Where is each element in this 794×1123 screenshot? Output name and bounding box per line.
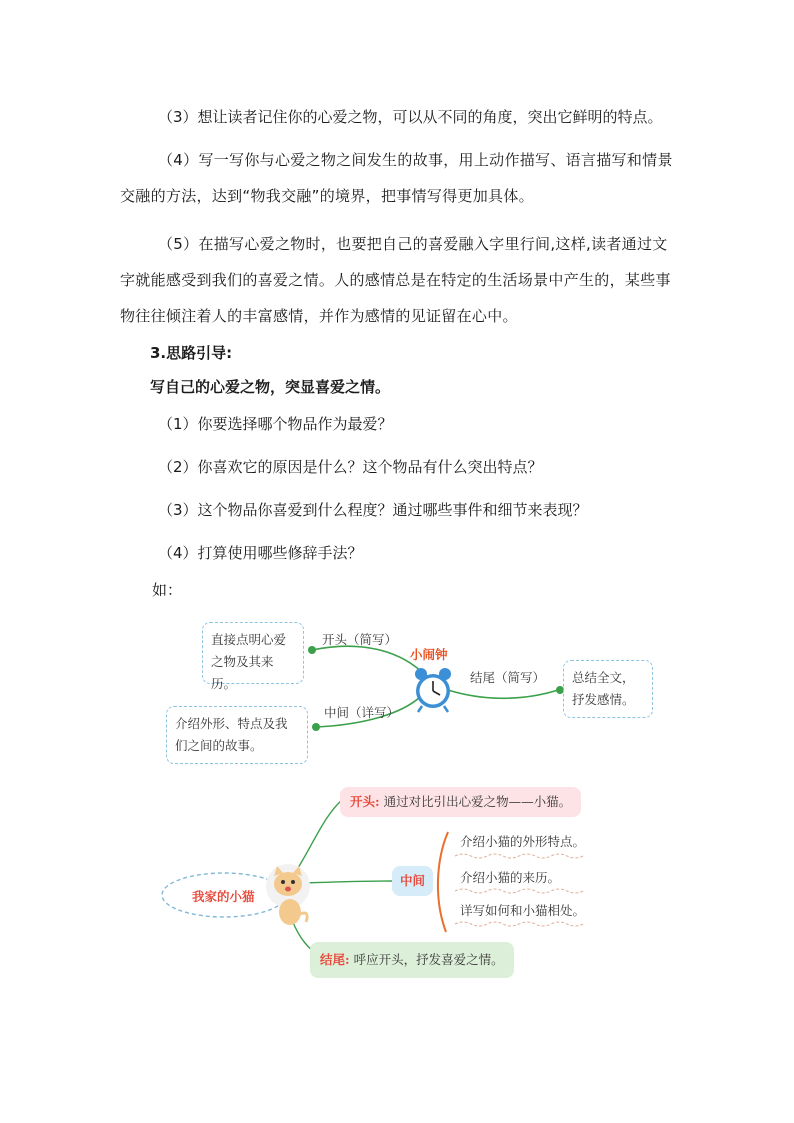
kitten-start-key: 开头: [350,794,380,809]
kitten-end-text: 呼应开头，抒发喜爱之情。 [353,952,504,967]
kitten-end-pill [310,942,514,978]
kitten-middle-key: 中间 [400,873,426,888]
kitten-middle-item-3: 详写如何和小猫相处。 [460,903,586,918]
kitten-start-text: 通过对比引出心爱之物——小猫。 [383,794,572,809]
kitten-middle-pill [392,866,433,896]
kitten-start-pill [340,787,581,817]
branch-start-label: 开头（简写） [322,632,398,647]
branch-middle-label: 中间（详写） [324,705,400,720]
box-end: 总结全文，抒发感情。 [563,660,653,718]
clock-title: 小闹钟 [410,647,448,662]
branch-end-label: 结尾（简写） [470,670,546,685]
question-3: （3）这个物品你喜爱到什么程度？通过哪些事件和细节来表现？ [158,501,588,519]
kitten-title: 我家的小猫 [192,889,255,904]
section-subheading: 写自己的心爱之物，突显喜爱之情。 [150,378,391,396]
question-2: （2）你喜欢它的原因是什么？这个物品有什么突出特点？ [158,458,543,476]
paragraph-3: （3）想让读者记住你的心爱之物，可以从不同的角度，突出它鲜明的特点。 [158,108,663,126]
section-heading: 3.思路引导: [150,344,233,362]
question-4: （4）打算使用哪些修辞手法？ [158,544,363,562]
box-start: 直接点明心爱之物及其来历。 [202,622,304,684]
paragraph-5: （5）在描写心爱之物时，也要把自己的喜爱融入字里行间,这样,读者通过文字就能感受到我们的喜爱之情。人的感情总是在特定的生活场景中产生的，某些事物往往倾注着人的丰富感情，并作为感情的见证留在心中。 [120,235,671,325]
paragraph-4: （4）写一写你与心爱之物之间发生的故事，用上动作描写、语言描写和情景交融的方法，达到“物我交融”的境界，把事情写得更加具体。 [120,151,673,205]
alarm-clock-icon [412,666,454,714]
kitten-middle-item-1: 介绍小猫的外形特点。 [460,834,586,849]
kitten-middle-item-2: 介绍小猫的来历。 [460,870,561,885]
example-label: 如： [152,581,183,599]
kitten-end-key: 结尾: [320,952,350,967]
question-1: （1）你要选择哪个物品作为最爱？ [158,415,393,433]
box-middle: 介绍外形、特点及我们之间的故事。 [166,706,308,764]
cat-icon [264,862,312,928]
mindmap-kitten [0,770,794,990]
